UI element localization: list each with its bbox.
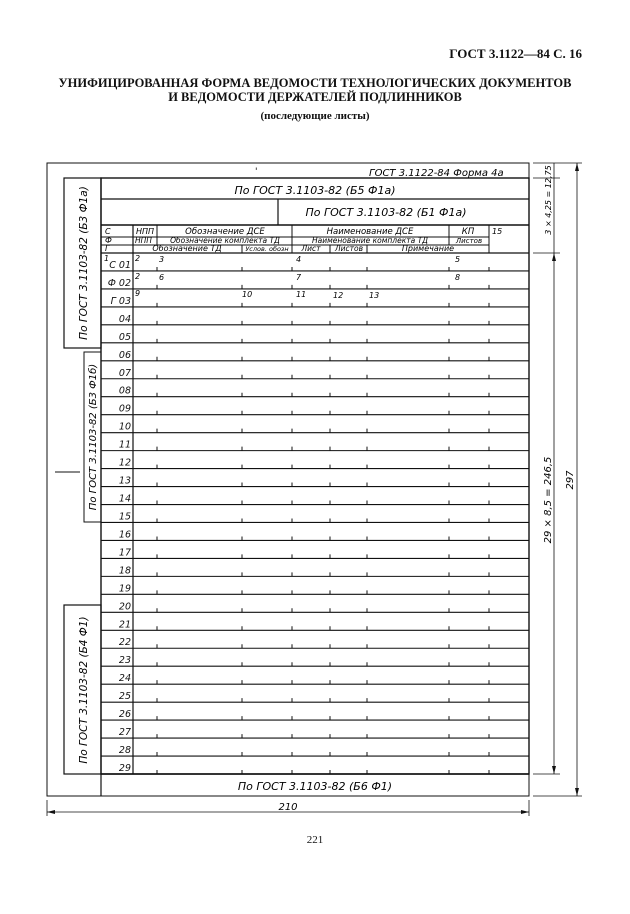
- field-num: 1: [104, 254, 110, 263]
- col-designation-set: Обозначение комплекта ТД: [170, 236, 280, 245]
- row-label: 26: [118, 709, 131, 721]
- col-npp-1: НПП: [136, 227, 155, 236]
- form-label: ГОСТ 3.1122-84 Форма 4а: [369, 168, 504, 179]
- col-kp: КП: [461, 227, 475, 237]
- row-label: 07: [118, 367, 131, 379]
- row-label: 14: [118, 493, 131, 505]
- row-label: 08: [118, 385, 131, 397]
- row-label: 27: [118, 727, 131, 739]
- col-conv: Услов. обозн: [245, 245, 289, 253]
- field-num: 4: [296, 255, 302, 264]
- field-num: 2: [135, 254, 141, 263]
- row-label: 15: [118, 511, 131, 523]
- field-num: 8: [455, 273, 461, 282]
- col-num-15: 15: [492, 227, 503, 236]
- row-label: 11: [118, 439, 131, 451]
- row-label: Ф 02: [107, 277, 131, 289]
- title-line-1: УНИФИЦИРОВАННАЯ ФОРМА ВЕДОМОСТИ ТЕХНОЛОГИЧЕСКИХ ДОКУМЕНТОВ: [58, 76, 572, 90]
- row-label: 12: [118, 457, 131, 469]
- row-label: С 01: [109, 259, 131, 271]
- col-sheet: Лист: [301, 244, 321, 253]
- page-number: 221: [306, 834, 324, 846]
- col-note: Примечание: [401, 244, 455, 253]
- side-ref-2: По ГОСТ 3.1103-82 (Б3 Ф1б): [88, 363, 99, 511]
- col-designation-td: Обозначение ТД: [152, 244, 222, 253]
- col-sheets-2: Листов: [455, 237, 483, 245]
- row-label: 19: [118, 583, 131, 595]
- dim-rows: 29 × 8,5 = 246,5: [543, 456, 554, 544]
- col-name-set: Наименование комплекта ТД: [311, 236, 429, 245]
- row-label: 20: [118, 601, 131, 613]
- row-label: 29: [118, 763, 131, 774]
- col-name-dse: Наименование ДСЕ: [326, 227, 414, 237]
- header-ref-1: По ГОСТ 3.1103-82 (Б5 Ф1а): [234, 184, 396, 197]
- dim-header: 3 × 4,25 = 12,75: [544, 165, 553, 235]
- document-subtitle: (последующие листы): [260, 110, 370, 122]
- code-f: Ф: [105, 236, 112, 245]
- row-label: 24: [118, 673, 131, 685]
- dim-width: 210: [278, 802, 298, 813]
- row-label: 22: [118, 637, 131, 649]
- field-num: 12: [333, 291, 344, 300]
- form-tag: ': [255, 167, 258, 177]
- header-ref-2: По ГОСТ 3.1103-82 (Б1 Ф1а): [305, 206, 467, 219]
- row-label: 16: [118, 529, 131, 541]
- field-num: 9: [135, 289, 141, 298]
- col-sheets-3: Листов: [334, 244, 364, 253]
- row-label: 04: [118, 313, 131, 325]
- row-label: 05: [118, 331, 131, 343]
- field-num: 11: [296, 290, 307, 299]
- field-num: 7: [296, 273, 302, 282]
- title-line-2: И ВЕДОМОСТИ ДЕРЖАТЕЛЕЙ ПОДЛИННИКОВ: [168, 90, 462, 104]
- row-label: 21: [118, 619, 131, 631]
- code-g: Г: [105, 244, 110, 253]
- field-num: 6: [159, 273, 165, 282]
- side-ref-1: По ГОСТ 3.1103-82 (Б3 Ф1а): [78, 186, 90, 340]
- col-npp-2: НПП: [135, 236, 152, 245]
- row-label: Г 03: [110, 295, 131, 307]
- row-label: 18: [118, 565, 131, 577]
- row-label: 23: [118, 655, 131, 667]
- row-label: 17: [118, 547, 131, 559]
- footer-ref: По ГОСТ 3.1103-82 (Б6 Ф1): [237, 780, 393, 793]
- field-num: 2: [135, 272, 141, 281]
- row-label: 25: [118, 691, 131, 703]
- code-c: С: [105, 227, 111, 236]
- row-label: 06: [118, 349, 131, 361]
- form-rows: [101, 260, 529, 774]
- row-label: 28: [118, 745, 131, 757]
- field-num: 3: [159, 255, 165, 264]
- side-ref-3: По ГОСТ 3.1103-82 (Б4 Ф1): [78, 616, 90, 764]
- field-num: 10: [242, 290, 253, 299]
- field-num: 13: [369, 291, 380, 300]
- row-label: 10: [118, 421, 131, 433]
- row-label: 13: [118, 475, 131, 487]
- page-header: ГОСТ 3.1122—84 С. 16: [449, 46, 582, 61]
- row-label: 09: [118, 403, 131, 415]
- col-designation-dse: Обозначение ДСЕ: [185, 227, 265, 237]
- dim-height: 297: [565, 470, 576, 490]
- field-num: 5: [455, 255, 461, 264]
